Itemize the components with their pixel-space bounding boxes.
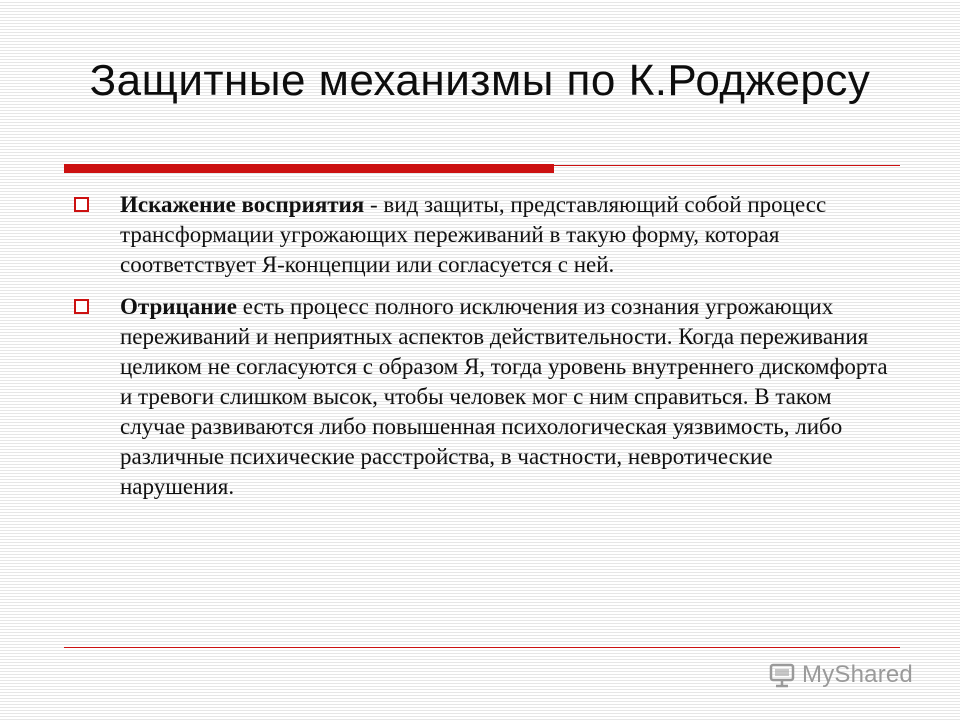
- watermark: [768, 658, 928, 692]
- square-bullet-icon: [74, 299, 89, 314]
- bullet-item-distortion: [72, 190, 892, 280]
- bullet-item-denial: [72, 292, 892, 502]
- watermark-text: MyShared: [802, 661, 913, 688]
- square-bullet-icon: [74, 197, 89, 212]
- slide-title: Защитные механизмы по К.Роджерсу: [89, 56, 871, 105]
- bullet-term: Отрицание: [120, 294, 237, 319]
- footer-divider: [64, 647, 900, 648]
- bullet-text: есть процесс полного исключения из сознания угрожающих переживаний и неприятных аспектов действительности. Когда переживания целиком не согласуются с образом Я, тогда уровень внутреннего дискомфорта и тревоги слишком высок, чтобы человек мог с ним справиться. В таком случае развиваются либо повышенная психологическая уязвимость, либо различные психические расстройства, в частности, невротические нарушения.: [120, 294, 888, 499]
- title-underline-thick: [64, 164, 554, 173]
- bullet-term: Искажение восприятия: [120, 192, 365, 217]
- bullet-text: - вид защиты, представляющий собой процесс трансформации угрожающих переживаний в такую форму, которая соответствует Я-концепции или согласуется с ней.: [120, 192, 827, 277]
- title-underline-thin: [554, 165, 900, 166]
- bullet-list: [72, 190, 892, 514]
- myshared-logo-icon: [768, 661, 796, 689]
